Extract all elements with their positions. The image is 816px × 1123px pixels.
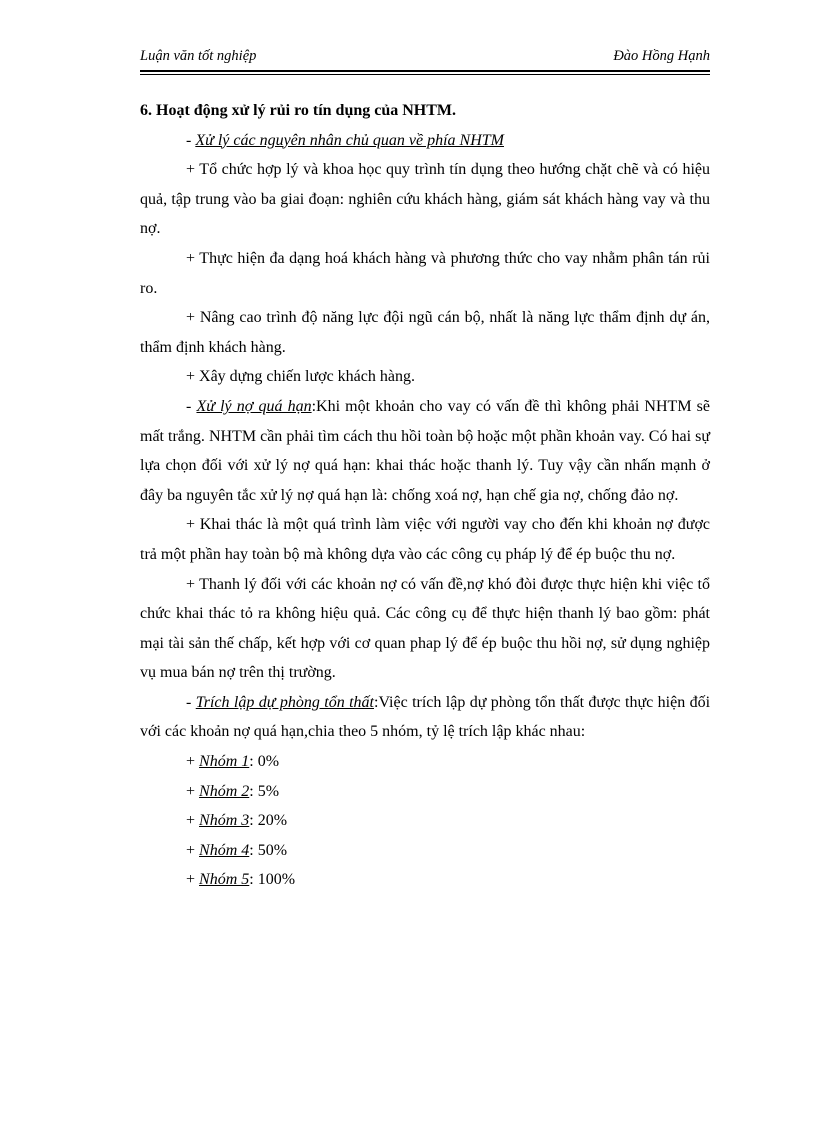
list-item: + Nâng cao trình độ năng lực đội ngũ cán bộ, nhất là năng lực thẩm định dự án, thẩm định khách hàng. <box>140 309 710 356</box>
list-item: + Tổ chức hợp lý và khoa học quy trình tín dụng theo hướng chặt chẽ và có hiệu quả, tập trung vào ba giai đoạn: nghiên cứu khách hàng, giám sát khách hàng vay và thu nợ. <box>140 161 710 238</box>
group-item: + Nhóm 2: 5% <box>186 782 280 800</box>
group-label: Nhóm 4 <box>199 841 250 859</box>
subsection-loss-provision: - Trích lập dự phòng tổn thất:Việc trích lập dự phòng tổn thất được thực hiện đối với các khoản nợ quá hạn,chia theo 5 nhóm, tỷ lệ trích lập khác nhau: <box>140 693 711 741</box>
group-rate: : 5% <box>249 782 280 800</box>
group-label: Nhóm 2 <box>199 782 250 800</box>
group-rate: : 100% <box>249 871 296 889</box>
header-author-name: Đào Hồng Hạnh <box>613 48 710 64</box>
list-item: + Thực hiện đa dạng hoá khách hàng và phương thức cho vay nhằm phân tán rủi ro. <box>140 249 710 297</box>
group-label: Nhóm 1 <box>199 753 250 771</box>
header-thesis-label: Luận văn tốt nghiệp <box>140 48 257 64</box>
section-title: 6. Hoạt động xử lý rủi ro tín dụng của NHTM. <box>140 102 457 119</box>
subsection-subjective-causes: - Xử lý các nguyên nhân chủ quan về phía NHTM <box>186 131 504 149</box>
header-rule-thin <box>140 74 710 75</box>
list-item: + Khai thác là một quá trình làm việc với người vay cho đến khi khoản nợ được trả một phần hay toàn bộ mà không dựa vào các công cụ pháp lý để ép buộc thu nợ. <box>140 516 710 563</box>
page-body <box>140 96 710 895</box>
group-rate: : 20% <box>249 812 288 830</box>
group-label: Nhóm 3 <box>199 812 250 830</box>
list-item: + Thanh lý đối với các khoản nợ có vấn đề,nợ khó đòi được thực hiện khi việc tổ chức khai thác tỏ ra không hiệu quả. Các công cụ để thực hiện thanh lý bao gồm: phát mại tài sản thế chấp, kết hợp với cơ quan phap lý để ép buộc thu hồi nợ, sử dụng nghiệp vụ mua bán nợ trên thị trường. <box>140 575 710 682</box>
subsection-label: Xử lý nợ quá hạn <box>196 397 312 415</box>
group-item: + Nhóm 4: 50% <box>186 841 288 859</box>
list-item: + Xây dựng chiến lược khách hàng. <box>186 368 415 386</box>
group-rate: : 50% <box>249 841 288 859</box>
subsection-overdue-debt: - Xử lý nợ quá hạn:Khi một khoản cho vay có vấn đề thì không phải NHTM sẽ mất trắng. NHTM cần phải tìm cách thu hồi toàn bộ hoặc một phần khoản vay. Có hai sự lựa chọn đối với xử lý nợ quá hạn: khai thác hoặc thanh lý. Tuy vậy cần nhấn mạnh ở đây ba nguyên tắc xử lý nợ quá hạn là: chống xoá nợ, hạn chế gia nợ, chống đảo nợ. <box>140 397 711 504</box>
header-rule-thick <box>140 70 710 72</box>
group-item: + Nhóm 3: 20% <box>186 812 288 830</box>
group-item: + Nhóm 1: 0% <box>186 753 280 771</box>
subsection-label: Xử lý các nguyên nhân chủ quan về phía NHTM <box>195 131 504 149</box>
page-header <box>140 48 710 68</box>
group-label: Nhóm 5 <box>199 871 250 889</box>
group-rate: : 0% <box>249 753 280 771</box>
group-item: + Nhóm 5: 100% <box>186 871 296 889</box>
subsection-label: Trích lập dự phòng tổn thất <box>195 693 374 711</box>
